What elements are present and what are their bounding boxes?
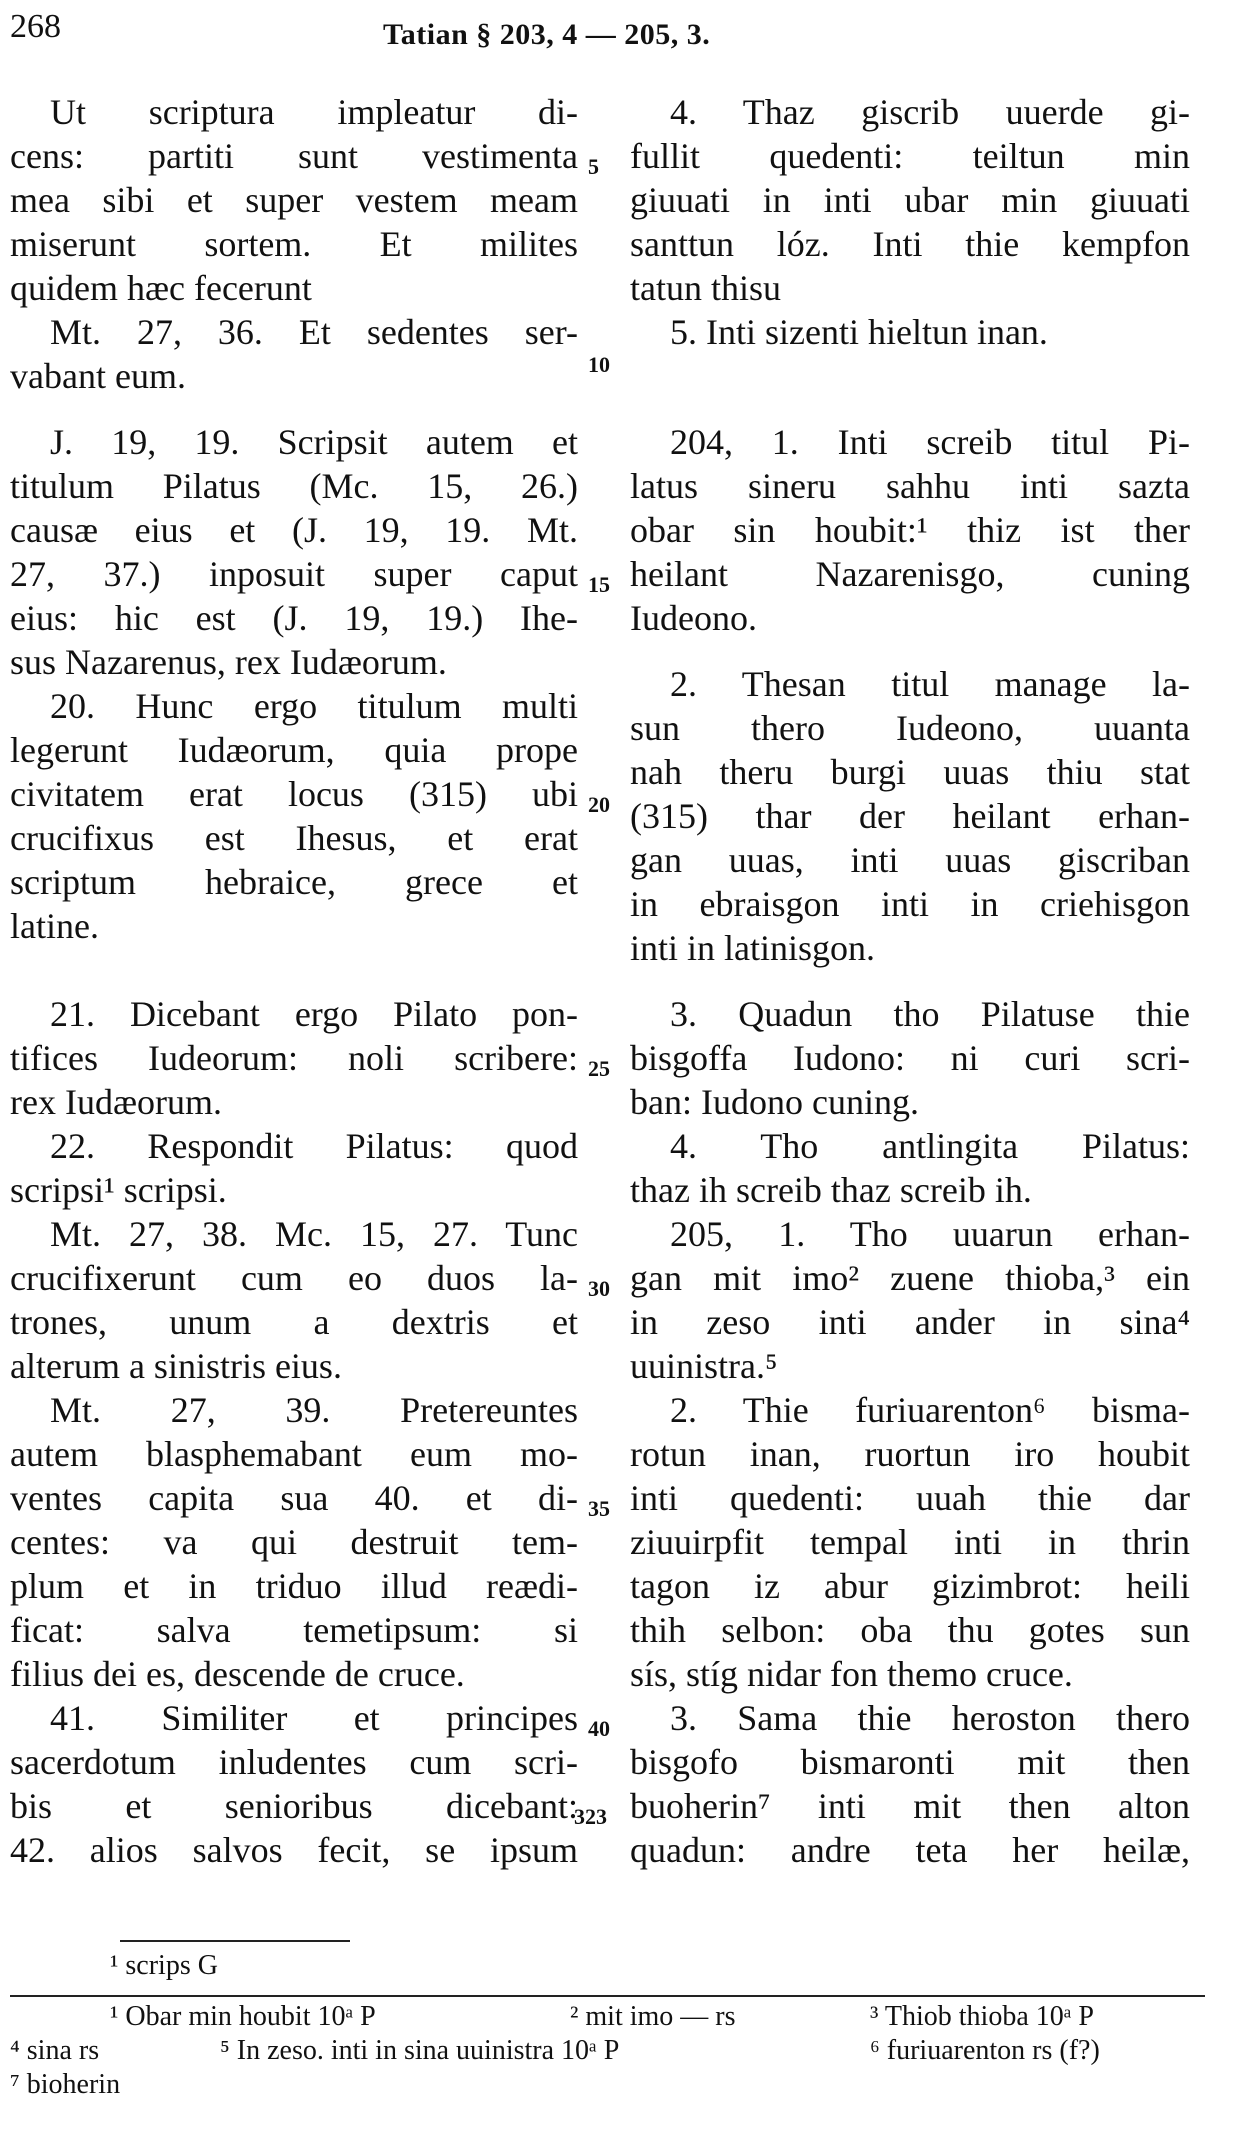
footnote-ohg: ³ Thiob thioba 10ᵃ P bbox=[870, 2001, 1094, 2032]
latin-line: titulum Pilatus (Mc. 15, 26.) bbox=[10, 466, 578, 506]
latin-line: miserunt sortem. Et milites bbox=[10, 224, 578, 264]
latin-line: eius: hic est (J. 19, 19.) Ihe- bbox=[10, 598, 578, 638]
latin-line: scriptum hebraice, grece et bbox=[10, 862, 578, 902]
footnote-ohg: ⁴ sina rs bbox=[10, 2035, 100, 2066]
ohg-line: buoherin⁷ inti mit then alton bbox=[630, 1786, 1190, 1826]
ohg-line: obar sin houbit:¹ thiz ist ther bbox=[630, 510, 1190, 550]
latin-line: autem blasphemabant eum mo- bbox=[10, 1434, 578, 1474]
latin-line: centes: va qui destruit tem- bbox=[10, 1522, 578, 1562]
latin-line: ficat: salva temetipsum: si bbox=[10, 1610, 578, 1650]
latin-line: quidem hæc fecerunt bbox=[10, 268, 312, 308]
ohg-line: inti quedenti: uuah thie dar bbox=[630, 1478, 1190, 1518]
ohg-line: quadun: andre teta her heilæ, bbox=[630, 1830, 1190, 1870]
ohg-line: fullit quedenti: teiltun min bbox=[630, 136, 1190, 176]
ohg-line: uuinistra.⁵ bbox=[630, 1346, 778, 1386]
line-number: 40 bbox=[588, 1716, 610, 1741]
footnote-ohg: ¹ Obar min houbit 10ᵃ P bbox=[110, 2001, 376, 2032]
ohg-line: Iudeono. bbox=[630, 598, 757, 638]
line-number: 5 bbox=[588, 154, 599, 179]
footnote-rule-ohg bbox=[10, 1995, 1205, 1997]
latin-line: Mt. 27, 38. Mc. 15, 27. Tunc bbox=[50, 1214, 578, 1254]
latin-line: cens: partiti sunt vestimenta bbox=[10, 136, 578, 176]
latin-line: Mt. 27, 39. Pretereuntes bbox=[50, 1390, 578, 1430]
ohg-line: bisgofo bismaronti mit then bbox=[630, 1742, 1190, 1782]
ohg-line: 5. Inti sizenti hieltun inan. bbox=[670, 312, 1048, 352]
ohg-line: giuuati in inti ubar min giuuati bbox=[630, 180, 1190, 220]
latin-line: filius dei es, descende de cruce. bbox=[10, 1654, 465, 1694]
latin-line: civitatem erat locus (315) ubi bbox=[10, 774, 578, 814]
latin-line: rex Iudæorum. bbox=[10, 1082, 222, 1122]
ohg-line: 4. Tho antlingita Pilatus: bbox=[670, 1126, 1190, 1166]
footnotes-ohg bbox=[10, 2000, 1210, 2102]
line-number: 25 bbox=[588, 1056, 610, 1081]
latin-line: mea sibi et super vestem meam bbox=[10, 180, 578, 220]
latin-line: Mt. 27, 36. Et sedentes ser- bbox=[50, 312, 578, 352]
latin-line: crucifixus est Ihesus, et erat bbox=[10, 818, 578, 858]
ohg-line: heilant Nazarenisgo, cuning bbox=[630, 554, 1190, 594]
latin-line: scripsi¹ scripsi. bbox=[10, 1170, 227, 1210]
ohg-line: ziuuirpfit tempal inti in thrin bbox=[630, 1522, 1190, 1562]
ohg-line: gan uuas, inti uuas giscriban bbox=[630, 840, 1190, 880]
ohg-line: sun thero Iudeono, uuanta bbox=[630, 708, 1190, 748]
page-header bbox=[0, 8, 1244, 58]
latin-line: sus Nazarenus, rex Iudæorum. bbox=[10, 642, 447, 682]
ohg-line: in zeso inti ander in sina⁴ bbox=[630, 1302, 1190, 1342]
ohg-line: rotun inan, ruortun iro houbit bbox=[630, 1434, 1190, 1474]
old-high-german-column bbox=[630, 90, 1190, 1872]
latin-line: alterum a sinistris eius. bbox=[10, 1346, 342, 1386]
line-number: 20 bbox=[588, 792, 610, 817]
latin-line: Ut scriptura impleatur di- bbox=[50, 92, 578, 132]
latin-line: vabant eum. bbox=[10, 356, 186, 396]
latin-line: 42. alios salvos fecit, se ipsum bbox=[10, 1830, 578, 1870]
line-number: 35 bbox=[588, 1496, 610, 1521]
latin-line: 21. Dicebant ergo Pilato pon- bbox=[50, 994, 578, 1034]
footnote-ohg: ² mit imo — rs bbox=[570, 2001, 736, 2032]
footnote-ohg: ⁷ bioherin bbox=[10, 2069, 121, 2100]
latin-line: 22. Respondit Pilatus: quod bbox=[50, 1126, 578, 1166]
latin-line: latine. bbox=[10, 906, 99, 946]
ohg-line: nah theru burgi uuas thiu stat bbox=[630, 752, 1190, 792]
line-number: 30 bbox=[588, 1276, 610, 1301]
line-number: 10 bbox=[588, 352, 610, 377]
latin-line: ventes capita sua 40. et di- bbox=[10, 1478, 578, 1518]
ohg-line: tagon iz abur gizimbrot: heili bbox=[630, 1566, 1190, 1606]
latin-line: 20. Hunc ergo titulum multi bbox=[50, 686, 578, 726]
ohg-line: 2. Thie furiuarenton⁶ bisma- bbox=[670, 1390, 1190, 1430]
latin-line: legerunt Iudæorum, quia prope bbox=[10, 730, 578, 770]
footnote-ohg: ⁶ furiuarenton rs (f?) bbox=[870, 2035, 1100, 2066]
latin-line: bis et senioribus dicebant: bbox=[10, 1786, 578, 1826]
ohg-line: ban: Iudono cuning. bbox=[630, 1082, 919, 1122]
ohg-line: gan mit imo² zuene thioba,³ ein bbox=[630, 1258, 1190, 1298]
latin-line: trones, unum a dextris et bbox=[10, 1302, 578, 1342]
running-title: Tatian § 203, 4 — 205, 3. bbox=[383, 18, 711, 51]
line-number: 15 bbox=[588, 572, 610, 597]
footnote-ohg: ⁵ In zeso. inti in sina uuinistra 10ᵃ P bbox=[220, 2035, 620, 2066]
ohg-line: 205, 1. Tho uuarun erhan- bbox=[670, 1214, 1190, 1254]
latin-line: 41. Similiter et principes bbox=[50, 1698, 578, 1738]
latin-line: causæ eius et (J. 19, 19. Mt. bbox=[10, 510, 578, 550]
ohg-line: 3. Quadun tho Pilatuse thie bbox=[670, 994, 1190, 1034]
ohg-line: 204, 1. Inti screib titul Pi- bbox=[670, 422, 1190, 462]
ohg-line: santtun lóz. Inti thie kempfon bbox=[630, 224, 1190, 264]
latin-line: crucifixerunt cum eo duos la- bbox=[10, 1258, 578, 1298]
page-number: 268 bbox=[10, 8, 61, 45]
ohg-line: sís, stíg nidar fon themo cruce. bbox=[630, 1654, 1073, 1694]
ohg-line: tatun thisu bbox=[630, 268, 781, 308]
latin-column bbox=[10, 90, 578, 1872]
latin-line: sacerdotum inludentes cum scri- bbox=[10, 1742, 578, 1782]
ohg-line: latus sineru sahhu inti sazta bbox=[630, 466, 1190, 506]
ohg-line: 2. Thesan titul managе la- bbox=[670, 664, 1190, 704]
ohg-line: thih selbon: oba thu gotes sun bbox=[630, 1610, 1190, 1650]
ohg-line: bisgoffa Iudono: ni curi scri- bbox=[630, 1038, 1190, 1078]
ohg-line: in ebraisgon inti in criehisgon bbox=[630, 884, 1190, 924]
ohg-line: inti in latinisgon. bbox=[630, 928, 876, 968]
line-number: 323 bbox=[574, 1804, 607, 1829]
latin-line: J. 19, 19. Scripsit autem et bbox=[50, 422, 578, 462]
ohg-line: thaz ih screib thaz screib ih. bbox=[630, 1170, 1032, 1210]
ohg-line: 4. Thaz giscrib uuerde gi- bbox=[670, 92, 1190, 132]
footnote-rule-latin bbox=[120, 1940, 350, 1942]
latin-line: tifices Iudeorum: noli scribere: bbox=[10, 1038, 578, 1078]
latin-line: 27, 37.) inposuit super caput bbox=[10, 554, 578, 594]
latin-line: plum et in triduo illud reædi- bbox=[10, 1566, 578, 1606]
ohg-line: (315) thar der heilant erhan- bbox=[630, 796, 1190, 836]
ohg-line: 3. Sama thie heroston thero bbox=[670, 1698, 1190, 1738]
footnote-latin: ¹ scrips G bbox=[110, 1950, 218, 1981]
